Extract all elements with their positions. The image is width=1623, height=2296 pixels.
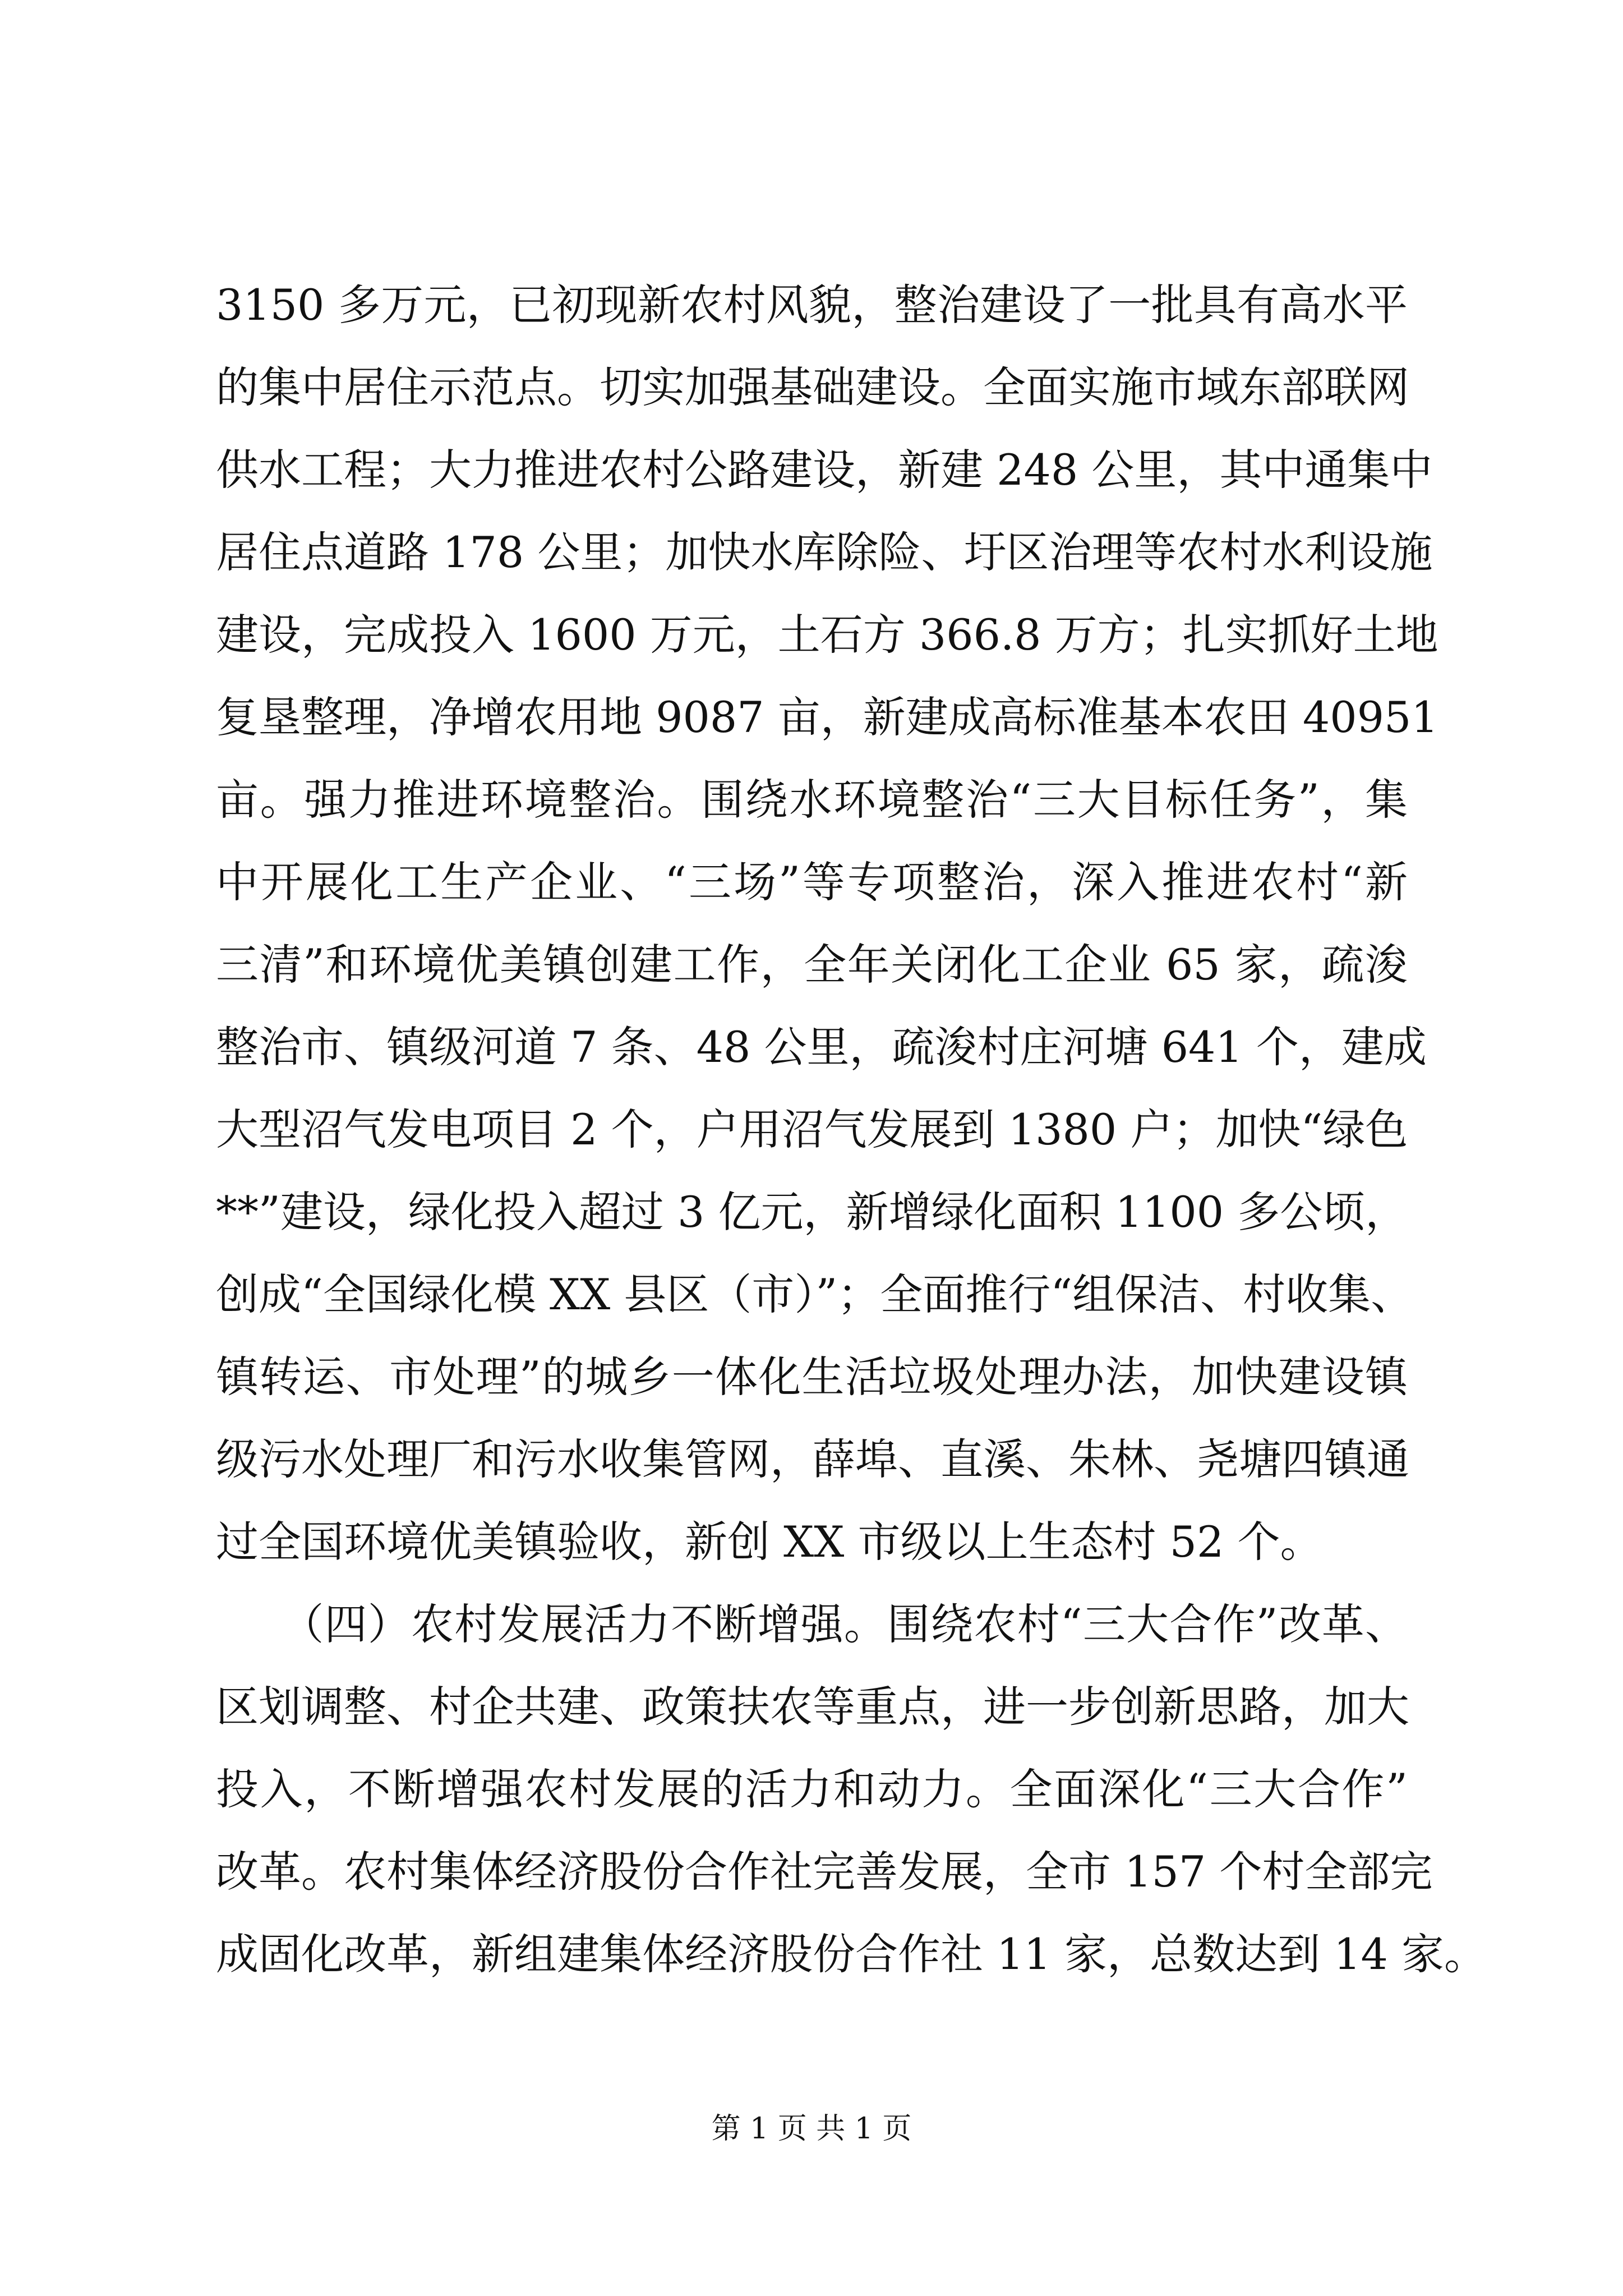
- page-footer: 第 1 页 共 1 页: [711, 2112, 912, 2146]
- text-line: 3150 多万元，已初现新农村风貌，整治建设了一批具有高水平: [216, 280, 1408, 330]
- body-text: [216, 264, 1487, 1995]
- text-line: 镇转运、市处理”的城乡一体化生活垃圾处理办法，加快建设镇: [216, 1352, 1408, 1402]
- text-line: 整治市、镇级河道 7 条、48 公里，疏浚村庄河塘 641 个，建成: [216, 1022, 1427, 1072]
- text-line: 复垦整理，净增农用地 9087 亩，新建成高标准基本农田 40951: [216, 692, 1438, 742]
- text-line: **”建设，绿化投入超过 3 亿元，新增绿化面积 1100 多公顷，: [216, 1187, 1408, 1237]
- text-line: 亩。强力推进环境整治。围绕水环境整治“三大目标任务”，集: [216, 775, 1408, 825]
- text-line: 大型沼气发电项目 2 个，户用沼气发展到 1380 户；加快“绿色: [216, 1105, 1408, 1154]
- text-line: 创成“全国绿化模 XX 县区（市）”；全面推行“组保洁、村收集、: [216, 1269, 1414, 1319]
- text-line: 投入，不断增强农村发展的活力和动力。全面深化“三大合作”: [216, 1764, 1408, 1814]
- section-heading-line: （四）农村发展活力不断增强。围绕农村“三大合作”改革、: [216, 1599, 1408, 1649]
- text-line: 改革。农村集体经济股份合作社完善发展，全市 157 个村全部完: [216, 1847, 1433, 1897]
- text-line: 成固化改革，新组建集体经济股份合作社 11 家，总数达到 14 家。: [216, 1929, 1487, 1979]
- text-line: 中开展化工生产企业、“三场”等专项整治，深入推进农村“新: [216, 857, 1408, 907]
- text-line: 建设，完成投入 1600 万元，土石方 366.8 万方；扎实抓好土地: [216, 610, 1438, 660]
- text-line: 级污水处理厂和污水收集管网，薛埠、直溪、朱林、尧塘四镇通: [216, 1434, 1409, 1484]
- text-line: 三清”和环境优美镇创建工作，全年关闭化工企业 65 家，疏浚: [216, 940, 1408, 990]
- text-line: 区划调整、村企共建、政策扶农等重点，进一步创新思路，加大: [216, 1682, 1409, 1732]
- paragraph-end-line: 过全国环境优美镇验收，新创 XX 市级以上生态村 52 个。: [216, 1517, 1323, 1567]
- text-line: 供水工程；大力推进农村公路建设，新建 248 公里，其中通集中: [216, 445, 1433, 495]
- text-line: 居住点道路 178 公里；加快水库除险、圩区治理等农村水利设施: [216, 527, 1433, 577]
- text-line: 的集中居住示范点。切实加强基础建设。全面实施市域东部联网: [216, 362, 1409, 412]
